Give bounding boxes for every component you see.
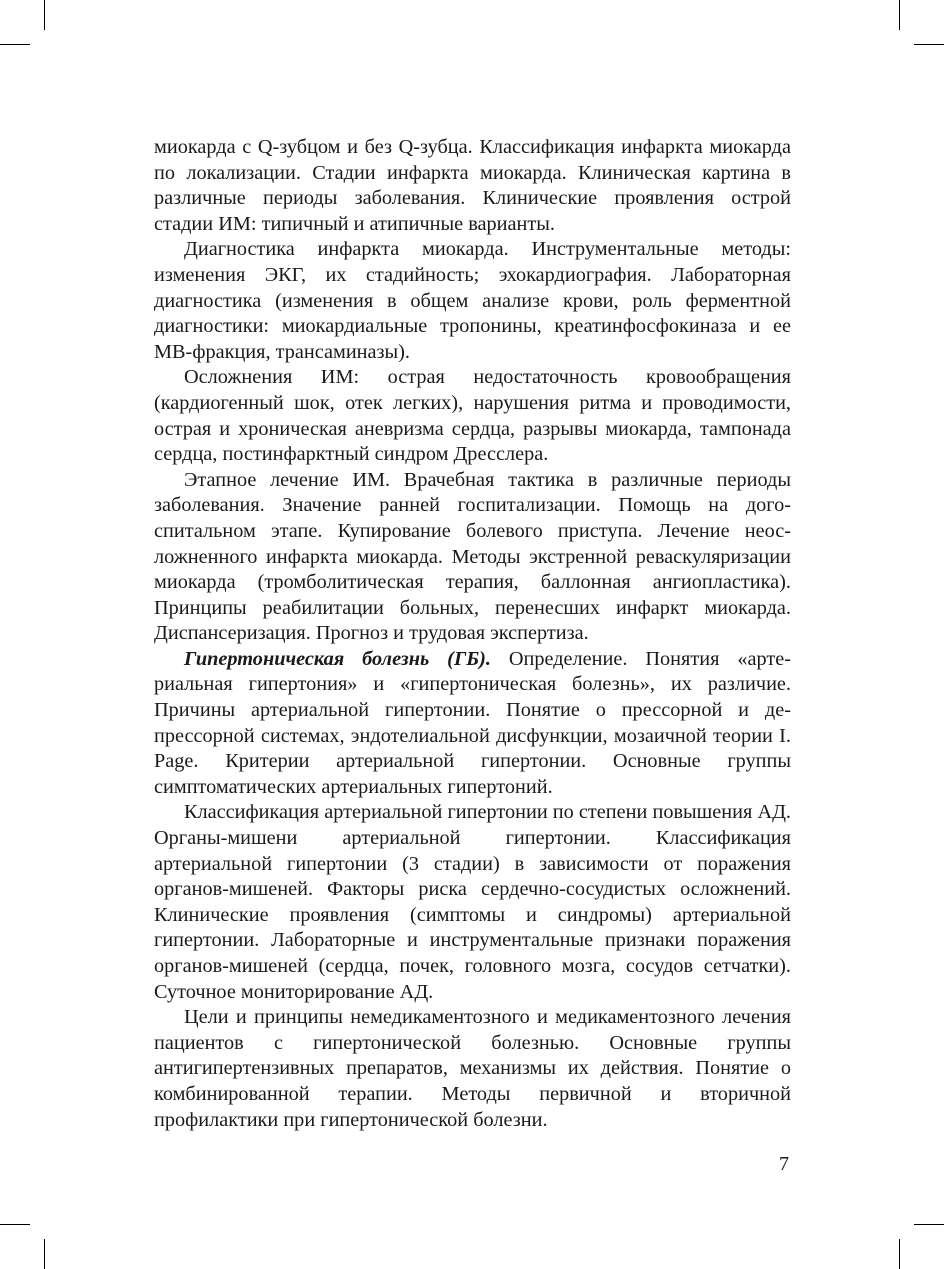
- paragraph: [154, 237, 791, 365]
- crop-mark-top-left-h: [0, 44, 30, 45]
- paragraph-text: миокарда с Q-зубцом и без Q-зубца. Классификация инфаркта миокарда по локализации. Стадии инфаркта миокарда. Клиническая картина в различные периоды заболевания. Клинические проявления острой стадии ИМ: типичный и атипичные варианты.: [154, 136, 791, 235]
- paragraph: [154, 647, 791, 801]
- paragraph-text: Классификация артериальной гипертонии по степени повышения АД. Органы-мишени артериальной гипертонии. Классификация артериальной гипертонии (3 стадии) в зависимости от поражения органов-мишеней. Факторы риска сердечно-сосудистых осложнений. Клинические проявления (симптомы и синдромы) артериальной гипертонии. Лабораторные и инструментальные признаки поражения органов-мишеней (сердца, почек, головного мозга, сосудов сетчатки). Суточное мониторирование АД.: [154, 801, 791, 1003]
- paragraph: [154, 135, 791, 237]
- crop-mark-bottom-left-h: [0, 1224, 30, 1225]
- paragraph: [154, 1005, 791, 1133]
- crop-mark-top-right-h: [914, 44, 944, 45]
- crop-mark-top-left: [44, 0, 45, 30]
- section-heading: Гипертоническая болезнь (ГБ).: [184, 647, 491, 670]
- paragraph: [154, 365, 791, 467]
- crop-mark-bottom-right-h: [914, 1224, 944, 1225]
- crop-mark-top-right: [899, 0, 900, 30]
- paragraph-text: Цели и принципы немедикаментозного и медикаментозного лечения пациентов с гипертонической болезнью. Основные группы антигипертензивных препаратов, механизмы их действия. Понятие о комбинированной терапии. Методы первичной и вторичной профилактики при гипертонической болезни.: [154, 1006, 791, 1131]
- paragraph-text: Диагностика инфаркта миокарда. Инструментальные методы: изменения ЭКГ, их стадийность; эхокардиография. Лабораторная диагностика (изменения в общем анализе крови, роль ферментной диагностики: миокардиальные тропонины, креатинфосфокиназа и ее МВ-фракция, трансаминазы).: [154, 238, 791, 363]
- crop-mark-bottom-left: [44, 1239, 45, 1269]
- paragraph-text: Определение. Понятия «артериальная гипертония» и «гипертоническая болезнь», их различие. Причины артериальной гипертонии. Понятие о прессорной и депрессорной системах, эндотелиальной дисфункции, мозаичной теории I. Page. Критерии артериальной гипертонии. Основные группы симптоматических артериальных гипертоний.: [154, 647, 791, 798]
- paragraph: [154, 468, 791, 647]
- page-number: 7: [779, 1153, 789, 1175]
- paragraph: [154, 800, 791, 1005]
- paragraph-text: Этапное лечение ИМ. Врачебная тактика в различные периоды заболевания. Значение ранней госпитализации. Помощь на догоспитальном этапе. Купирование болевого приступа. Лечение неосложненного инфаркта миокарда. Методы экстренной реваскуляризации миокарда (тромболитическая терапия, баллонная ангиопластика). Принципы реабилитации больных, перенесших инфаркт миокарда. Диспансеризация. Прогноз и трудовая экспертиза.: [154, 468, 791, 645]
- paragraph-text: Осложнения ИМ: острая недостаточность кровообращения (кардиогенный шок, отек легких), нарушения ритма и проводимости, острая и хроническая аневризма сердца, разрывы миокарда, тампонада сердца, постинфарктный синдром Дресслера.: [154, 366, 791, 466]
- page-body: [154, 135, 791, 1133]
- crop-mark-bottom-right: [899, 1239, 900, 1269]
